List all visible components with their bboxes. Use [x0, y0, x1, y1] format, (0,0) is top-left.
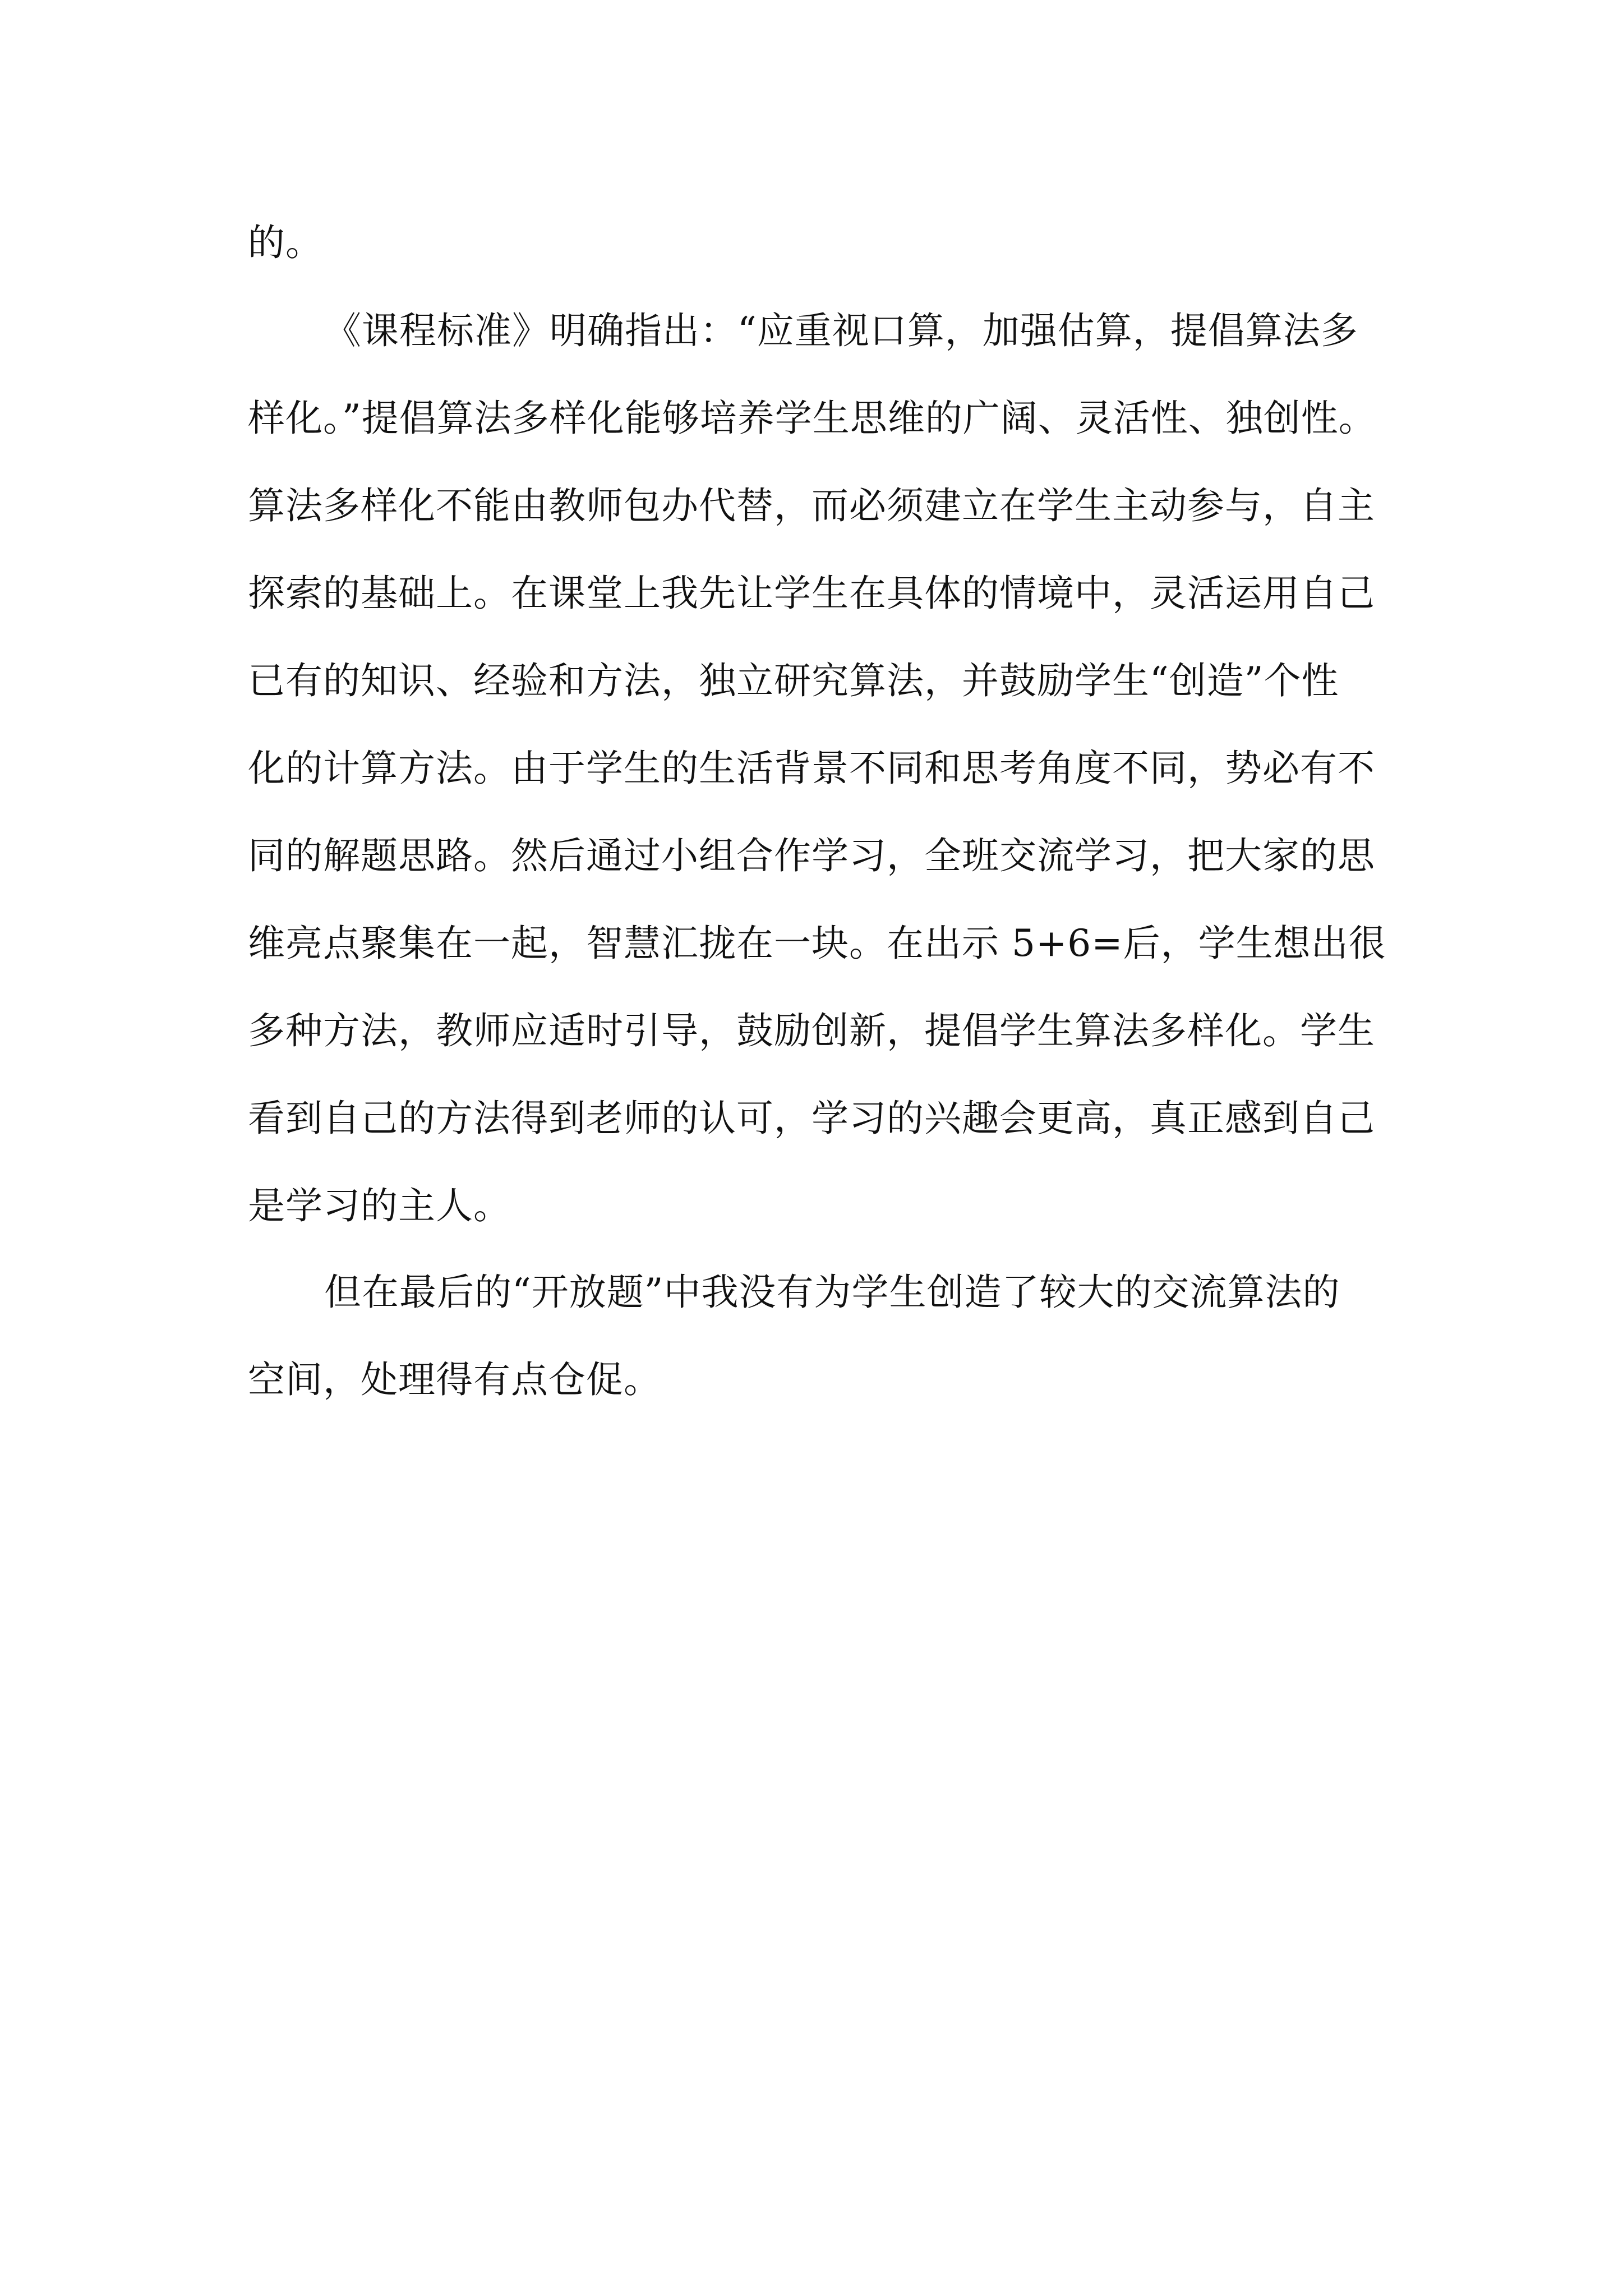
paragraph-2-line-8: 维亮点聚集在一起，智慧汇拢在一块。在出示 5+6=后，学生想出很	[248, 922, 1386, 965]
paragraph-2-line-3: 算法多样化不能由教师包办代替，而必须建立在学生主动参与，自主	[248, 484, 1375, 527]
paragraph-1	[248, 199, 1386, 287]
paragraph-2-line-2: 样化。”提倡算法多样化能够培养学生思维的广阔、灵活性、独创性。	[248, 397, 1376, 440]
paragraph-2-line-6: 化的计算方法。由于学生的生活背景不同和思考角度不同，势必有不	[248, 747, 1375, 790]
paragraph-2-line-9: 多种方法，教师应适时引导，鼓励创新，提倡学生算法多样化。学生	[248, 1009, 1375, 1052]
paragraph-3-line-1: 但在最后的“开放题”中我没有为学生创造了较大的交流算法的	[324, 1271, 1340, 1314]
paragraph-2	[248, 287, 1386, 1250]
paragraph-2-line-11: 是学习的主人。	[248, 1184, 511, 1227]
paragraph-3	[248, 1249, 1386, 1424]
paragraph-2-line-10: 看到自己的方法得到老师的认可，学习的兴趣会更高，真正感到自己	[248, 1097, 1375, 1140]
paragraph-1-line-1: 的。	[248, 221, 323, 264]
paragraph-3-line-2: 空间，处理得有点仓促。	[248, 1358, 661, 1401]
paragraph-2-line-7: 同的解题思路。然后通过小组合作学习，全班交流学习，把大家的思	[248, 834, 1375, 877]
paragraph-2-line-1: 《课程标准》明确指出：“应重视口算，加强估算，提倡算法多	[324, 309, 1358, 352]
paragraph-2-line-5: 已有的知识、经验和方法，独立研究算法，并鼓励学生“创造”个性	[248, 659, 1339, 702]
paragraph-2-line-4: 探索的基础上。在课堂上我先让学生在具体的情境中，灵活运用自己	[248, 572, 1375, 615]
